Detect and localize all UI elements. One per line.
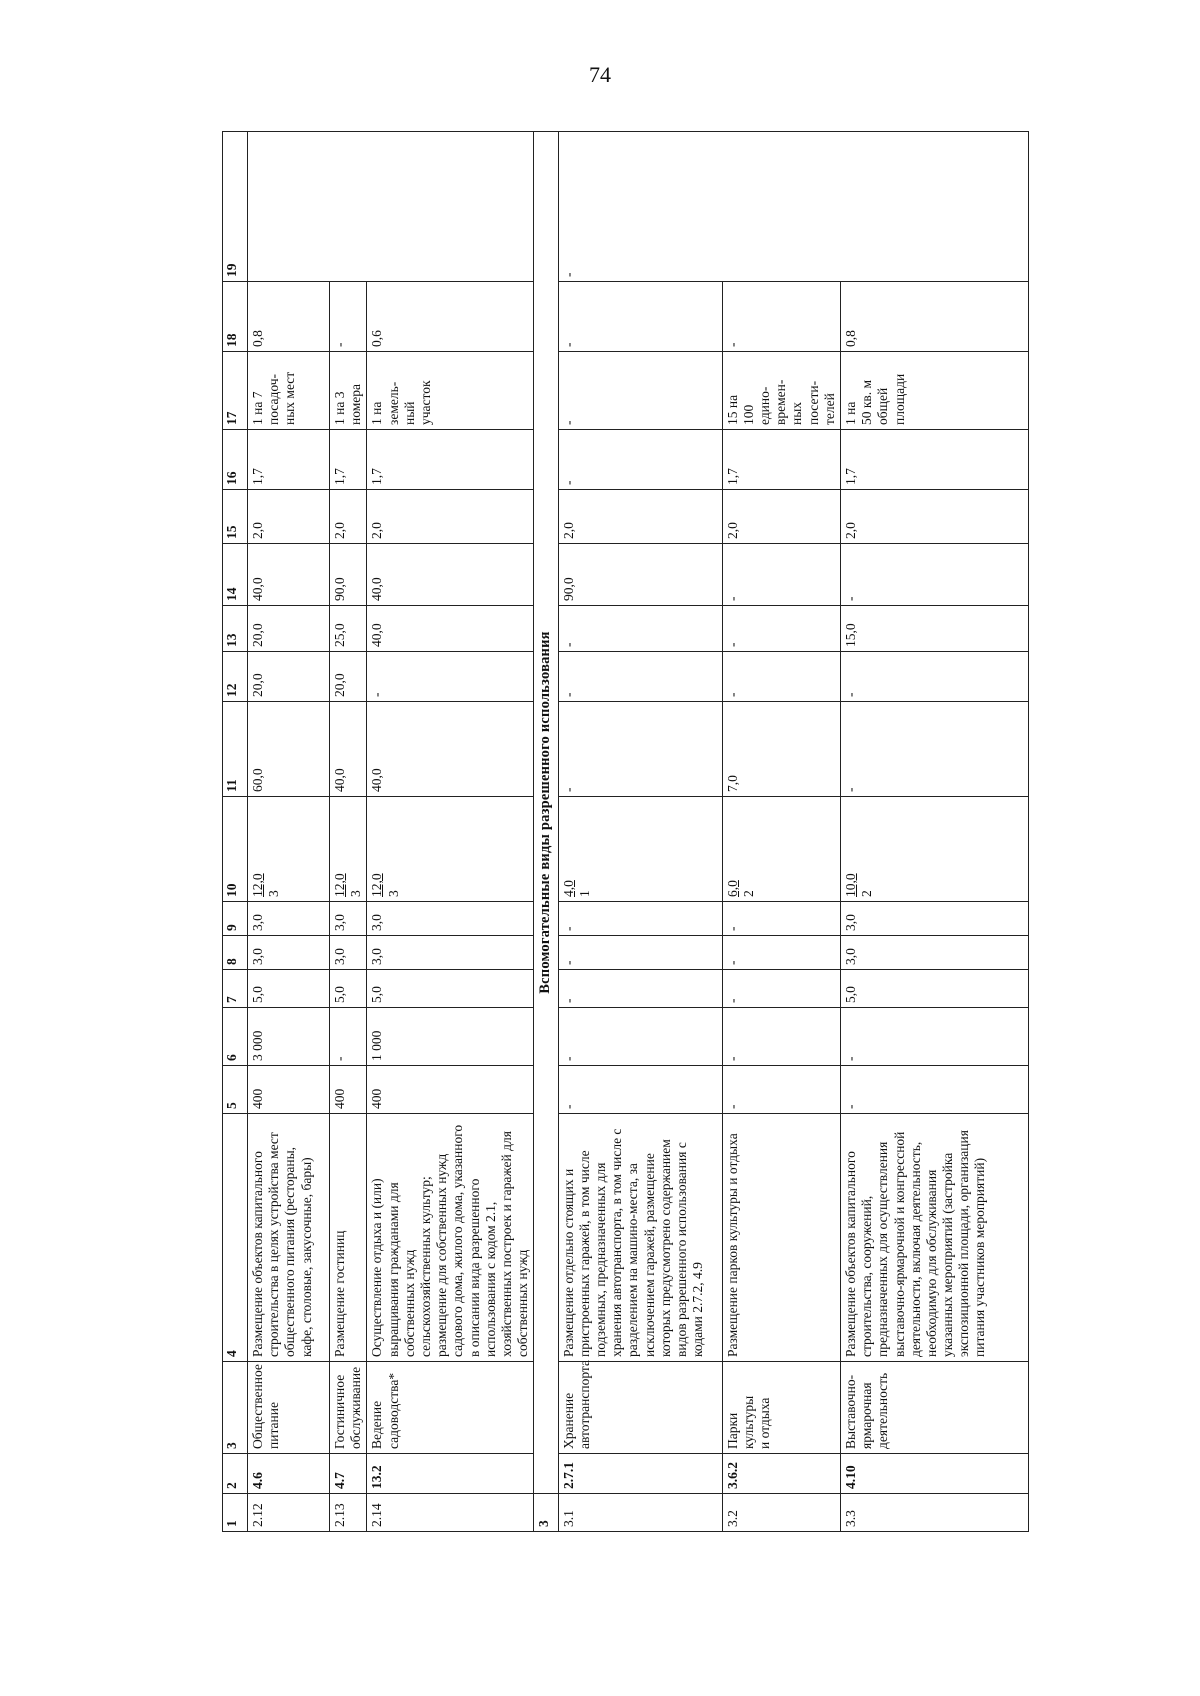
col-header-2: 2: [223, 1454, 248, 1494]
cell-14: -: [840, 544, 1028, 606]
fraction-numerator: 10,0: [842, 873, 858, 897]
cell-16: -: [558, 430, 722, 490]
cell-5: 400: [248, 1066, 330, 1114]
use-name: Выставочно- ярмарочная деятельность: [840, 1362, 1028, 1454]
row-number: 3.2: [722, 1494, 840, 1532]
table-row: [840, 132, 1028, 1532]
cell-15: 2,0: [367, 490, 534, 544]
col-header-14: 14: [223, 544, 248, 606]
col-header-6: 6: [223, 1008, 248, 1066]
use-description: Размещение гостиниц: [330, 1114, 367, 1362]
col-header-16: 16: [223, 430, 248, 490]
cell-16: 1,7: [248, 430, 330, 490]
col-header-9: 9: [223, 902, 248, 936]
cell-13: 40,0: [367, 606, 534, 652]
cell-5: -: [722, 1066, 840, 1114]
cell-13: 25,0: [330, 606, 367, 652]
cell-8: 3,0: [367, 936, 534, 970]
cell-17: 1 на 50 кв. м общей площади: [840, 352, 1028, 430]
cell-6: 1 000: [367, 1008, 534, 1066]
col-header-18: 18: [223, 282, 248, 352]
cell-12: 20,0: [330, 652, 367, 702]
use-name: Гостиничное обслуживание: [330, 1362, 367, 1454]
col-header-13: 13: [223, 606, 248, 652]
use-name: Ведение садоводства*: [367, 1362, 534, 1454]
cell-18: 0,8: [840, 282, 1028, 352]
row-number: 2.13: [330, 1494, 367, 1532]
cell-14: 40,0: [248, 544, 330, 606]
col-header-8: 8: [223, 936, 248, 970]
use-code: 2.7.1: [558, 1454, 722, 1494]
cell-18: 0,8: [248, 282, 330, 352]
cell-13: -: [558, 606, 722, 652]
col-header-4: 4: [223, 1114, 248, 1362]
cell-13: -: [722, 606, 840, 652]
cell-16: 1,7: [840, 430, 1028, 490]
col-header-19: 19: [223, 132, 248, 282]
cell-15: 2,0: [248, 490, 330, 544]
cell-9: -: [558, 902, 722, 936]
cell-7: 5,0: [367, 970, 534, 1008]
table-row: [558, 132, 722, 1532]
col-header-15: 15: [223, 490, 248, 544]
cell-10: [330, 797, 367, 902]
cell-18: -: [722, 282, 840, 352]
cell-10: [840, 797, 1028, 902]
use-name: Хранение автотранспорта: [558, 1362, 722, 1454]
cell-7: -: [558, 970, 722, 1008]
col-header-17: 17: [223, 352, 248, 430]
cell-5: 400: [367, 1066, 534, 1114]
cell-11: 40,0: [367, 702, 534, 797]
cell-15: 2,0: [558, 490, 722, 544]
row-number: 3.3: [840, 1494, 1028, 1532]
cell-16: 1,7: [722, 430, 840, 490]
cell-7: 5,0: [330, 970, 367, 1008]
cell-17: 1 на 3 номера: [330, 352, 367, 430]
cell-14: 40,0: [367, 544, 534, 606]
cell-6: -: [330, 1008, 367, 1066]
cell-7: 5,0: [248, 970, 330, 1008]
col-header-12: 12: [223, 652, 248, 702]
cell-17: 1 на земель- ный участок: [367, 352, 534, 430]
rotated-table-container: [222, 132, 1092, 1532]
cell-15: 2,0: [330, 490, 367, 544]
cell-9: 3,0: [330, 902, 367, 936]
fraction-denominator: 1: [576, 890, 592, 897]
column-number-row: [223, 132, 248, 1532]
use-description: Осуществление отдыха и (или) выращивания гражданами для собственных нужд сельскохозяйственных культур; размещение для собственных нужд садового дома, жилого дома, указанного в описании вида разрешенного использования с кодом 2.1, хозяйственных построек и гаражей для собственных нужд: [367, 1114, 534, 1362]
cell-10: [722, 797, 840, 902]
cell-10: [558, 797, 722, 902]
use-description: Размещение объектов капитального строительства в целях устройства мест общественного питания (рестораны, кафе, столовые, закусочные, бары): [248, 1114, 330, 1362]
use-code: 4.10: [840, 1454, 1028, 1494]
cell-6: -: [722, 1008, 840, 1066]
cell-10: [248, 797, 330, 902]
cell-11: -: [558, 702, 722, 797]
cell-11: -: [840, 702, 1028, 797]
fraction-numerator: 12,0: [369, 873, 385, 897]
cell-6: -: [558, 1008, 722, 1066]
cell-11: 60,0: [248, 702, 330, 797]
cell-12: -: [558, 652, 722, 702]
cell-9: -: [722, 902, 840, 936]
cell-13: 20,0: [248, 606, 330, 652]
cell-15: 2,0: [840, 490, 1028, 544]
cell-14: 90,0: [330, 544, 367, 606]
cell-7: -: [722, 970, 840, 1008]
cell-17: 1 на 7 посадоч- ных мест: [248, 352, 330, 430]
fraction-numerator: 4,0: [560, 880, 576, 897]
cell-16: 1,7: [367, 430, 534, 490]
cell-18: -: [558, 282, 722, 352]
zoning-parameters-table: [222, 131, 1029, 1532]
cell-17: -: [558, 352, 722, 430]
use-name: Общественное питание: [248, 1362, 330, 1454]
cell-12: 20,0: [248, 652, 330, 702]
cell-8: 3,0: [330, 936, 367, 970]
cell-9: 3,0: [248, 902, 330, 936]
cell-8: 3,0: [248, 936, 330, 970]
cell-14: 90,0: [558, 544, 722, 606]
cell-10: [367, 797, 534, 902]
row-number: 2.14: [367, 1494, 534, 1532]
cell-8: -: [722, 936, 840, 970]
cell-12: -: [367, 652, 534, 702]
col-header-3: 3: [223, 1362, 248, 1454]
section-title: Вспомогательные виды разрешенного использования: [534, 132, 558, 1494]
fraction-denominator: 3: [385, 890, 401, 897]
cell-6: -: [840, 1008, 1028, 1066]
col-header-11: 11: [223, 702, 248, 797]
table-row: [367, 132, 534, 1532]
use-code: 4.6: [248, 1454, 330, 1494]
page-number: 74: [589, 62, 611, 87]
cell-14: -: [722, 544, 840, 606]
col-header-1: 1: [223, 1494, 248, 1532]
cell-12: -: [840, 652, 1028, 702]
cell-7: 5,0: [840, 970, 1028, 1008]
use-name: Парки культуры и отдыха: [722, 1362, 840, 1454]
table-row: [248, 132, 330, 1532]
use-description: Размещение отдельно стоящих и пристроенных гаражей, в том числе подземных, предназначенных для хранения автотранспорта, в том числе с разделением на машино-места, за исключением гаражей, размещение которых предусмотрено содержанием видов разрешенного использования с кодами 2.7.2, 4.9: [558, 1114, 722, 1362]
fraction-denominator: 3: [266, 890, 282, 897]
cell-19: -: [558, 132, 1028, 282]
cell-16: 1,7: [330, 430, 367, 490]
cell-9: 3,0: [840, 902, 1028, 936]
cell-5: -: [558, 1066, 722, 1114]
fraction-numerator: 12,0: [250, 873, 265, 897]
cell-13: 15,0: [840, 606, 1028, 652]
cell-8: -: [558, 936, 722, 970]
cell-8: 3,0: [840, 936, 1028, 970]
cell-6: 3 000: [248, 1008, 330, 1066]
cell-12: -: [722, 652, 840, 702]
cell-18: -: [330, 282, 367, 352]
fraction-numerator: 12,0: [332, 873, 347, 897]
fraction-numerator: 6,0: [724, 880, 740, 897]
col-header-5: 5: [223, 1066, 248, 1114]
use-description: Размещение парков культуры и отдыха: [722, 1114, 840, 1362]
cell-15: 2,0: [722, 490, 840, 544]
cell-9: 3,0: [367, 902, 534, 936]
cell-11: 40,0: [330, 702, 367, 797]
use-code: 3.6.2: [722, 1454, 840, 1494]
fraction-denominator: 2: [859, 890, 875, 897]
use-code: 4.7: [330, 1454, 367, 1494]
cell-11: 7,0: [722, 702, 840, 797]
section-number: 3: [534, 1494, 558, 1532]
table-row: [722, 132, 840, 1532]
use-description: Размещение объектов капитального строительства, сооружений, предназначенных для осуществления выставочно-ярмарочной и конгрессной деятельности, включая деятельность, необходимую для обслуживания указанных мероприятий (застройка экспозиционной площади, организация питания участников мероприятий): [840, 1114, 1028, 1362]
cell-18: 0,6: [367, 282, 534, 352]
row-number: 2.12: [248, 1494, 330, 1532]
col-header-10: 10: [223, 797, 248, 902]
cell-5: 400: [330, 1066, 367, 1114]
fraction-denominator: 3: [348, 890, 364, 897]
section-header-row: [534, 132, 558, 1532]
cell-17: 15 на 100 едино- времен- ных посети- телей: [722, 352, 840, 430]
table-row: [330, 132, 367, 1532]
use-code: 13.2: [367, 1454, 534, 1494]
cell-5: -: [840, 1066, 1028, 1114]
row-number: 3.1: [558, 1494, 722, 1532]
col-header-7: 7: [223, 970, 248, 1008]
cell-19: [248, 132, 534, 282]
fraction-denominator: 2: [740, 890, 756, 897]
